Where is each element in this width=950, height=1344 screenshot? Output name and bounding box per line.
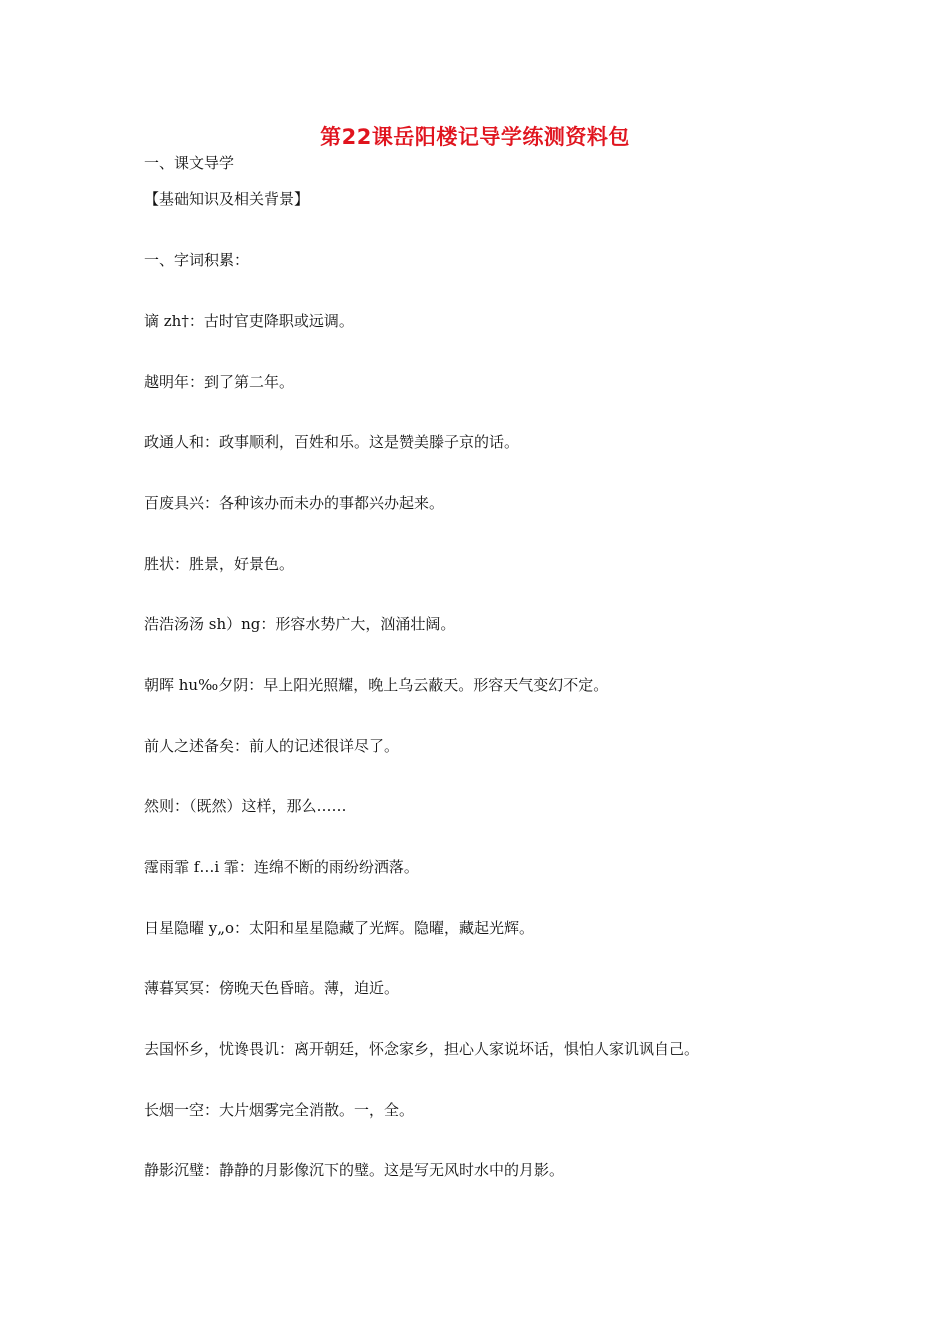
vocab-entry: 然则：（既然）这样，那么…… bbox=[144, 797, 347, 815]
vocab-entry: 朝晖 hu‰夕阴：早上阳光照耀，晚上乌云蔽天。形容天气变幻不定。 bbox=[144, 676, 609, 694]
subsection-heading: 【基础知识及相关背景】 bbox=[144, 190, 310, 208]
vocab-entry: 胜状：胜景，好景色。 bbox=[144, 555, 295, 573]
section-heading: 一、课文导学 bbox=[144, 154, 235, 172]
vocab-entry: 越明年：到了第二年。 bbox=[144, 373, 295, 391]
page-title: 第22课岳阳楼记导学练测资料包 bbox=[320, 125, 630, 149]
vocab-entry: 长烟一空：大片烟雾完全消散。一，全。 bbox=[144, 1101, 415, 1119]
vocab-entry: 前人之述备矣：前人的记述很详尽了。 bbox=[144, 737, 400, 755]
vocab-entry: 百废具兴：各种该办而未办的事都兴办起来。 bbox=[144, 494, 445, 512]
vocab-entry: 静影沉璧：静静的月影像沉下的璧。这是写无风时水中的月影。 bbox=[144, 1161, 565, 1179]
vocab-entry: 谪 zh†：古时官吏降职或远调。 bbox=[144, 312, 354, 330]
vocab-entry: 霪雨霏 f…i 霏：连绵不断的雨纷纷洒落。 bbox=[144, 858, 419, 876]
vocab-heading: 一、字词积累： bbox=[144, 251, 250, 269]
vocab-entry: 去国怀乡，忧谗畏讥：离开朝廷，怀念家乡，担心人家说坏话，惧怕人家讥讽自己。 bbox=[144, 1040, 700, 1058]
vocab-entry: 日星隐曜 y„o：太阳和星星隐藏了光辉。隐曜，藏起光辉。 bbox=[144, 919, 535, 937]
vocab-entry: 政通人和：政事顺利，百姓和乐。这是赞美滕子京的话。 bbox=[144, 433, 520, 451]
vocab-entry: 浩浩汤汤 sh）ng：形容水势广大，汹涌壮阔。 bbox=[144, 615, 456, 633]
vocab-entry: 薄暮冥冥：傍晚天色昏暗。薄，迫近。 bbox=[144, 979, 400, 997]
